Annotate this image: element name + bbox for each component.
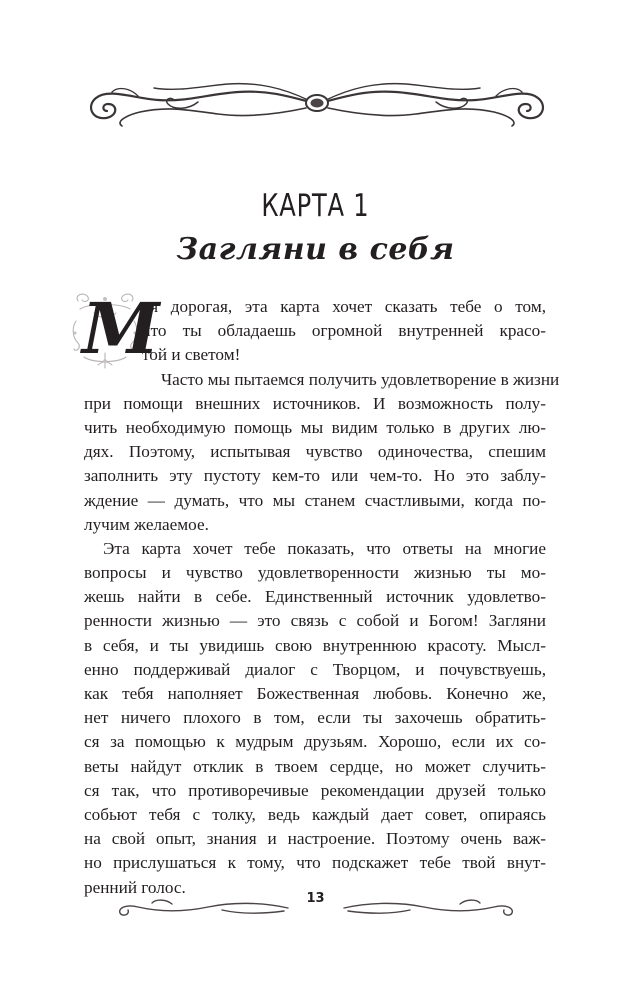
chapter-subtitle: Загляни в себя <box>176 232 455 267</box>
paragraph-3-line-4: ренности жизнью — это связь с собой и Богом! Загляни <box>84 611 546 631</box>
paragraph-3-line-2: вопросы и чувство удовлетворенности жизнью ты мо- <box>84 563 546 583</box>
paragraph-2-line-5: заполнить эту пустоту кем-то или чем-то. Но это заблу- <box>84 466 546 486</box>
paragraph-3-line-5: в себя, и ты увидишь свою внутреннюю красоту. Мысл- <box>84 635 546 655</box>
paragraph-3-line-9: ся за помощью к мудрым друзьям. Хорошо, если их со- <box>84 732 546 752</box>
paragraph-3-line-11: ся так, что противоречивые рекомендации друзей только <box>84 780 546 800</box>
paragraph-2-line-2: при помощи внешних источников. И возможность полу- <box>84 393 546 413</box>
body-text <box>82 287 560 900</box>
page-number: 13 <box>306 891 325 906</box>
paragraph-3-line-1: Эта карта хочет тебе показать, что ответы на многие <box>103 538 546 558</box>
paragraph-3-line-10: веты найдут отклик в твоем сердце, но может случить- <box>84 756 546 776</box>
drop-cap <box>70 287 160 373</box>
paragraph-2-line-3: чить необходимую помощь мы видим только в других лю- <box>84 417 546 437</box>
paragraph-2-line-1: Часто мы пытаемся получить удовлетворение в жизни <box>161 369 560 389</box>
paragraph-3-line-6: енно поддерживай диалог с Творцом, и почувствуешь, <box>84 659 546 679</box>
top-flourish-ornament <box>78 78 556 130</box>
paragraph-2-line-6: ждение — думать, что мы станем счастливыми, когда по- <box>84 490 546 510</box>
paragraph-2-line-7: лучим желаемое. <box>84 514 209 534</box>
paragraph-2-line-4: дях. Поэтому, испытывая чувство одиночества, спешим <box>84 442 546 462</box>
paragraph-3-line-12: собьют тебя с толку, ведь каждый дает совет, опираясь <box>84 804 546 824</box>
paragraph-3-line-8: нет ничего плохого в том, если ты захочешь обратить- <box>84 708 546 728</box>
chapter-title: КАРТА 1 <box>261 188 370 224</box>
paragraph-3-line-15: ренний голос. <box>84 877 186 897</box>
paragraph-3-line-7: как тебя наполняет Божественная любовь. Конечно же, <box>84 684 546 703</box>
drop-cap-letter: М <box>82 287 160 370</box>
paragraph-1-line-2: что ты обладаешь огромной внутренней красо- <box>142 321 546 341</box>
paragraph-3-line-14: но прислушаться к тому, что подскажет тебе твой внут- <box>84 853 546 873</box>
paragraph-3-line-3: жешь найти в себе. Единственный источник удовлетво- <box>84 587 546 607</box>
paragraph-1-line-3: той и светом! <box>142 345 241 365</box>
paragraph-1-line-1: оя дорогая, эта карта хочет сказать тебе о том, <box>142 297 546 316</box>
paragraph-3-line-13: на свой опыт, знания и настроение. Поэтому очень важ- <box>84 829 546 849</box>
